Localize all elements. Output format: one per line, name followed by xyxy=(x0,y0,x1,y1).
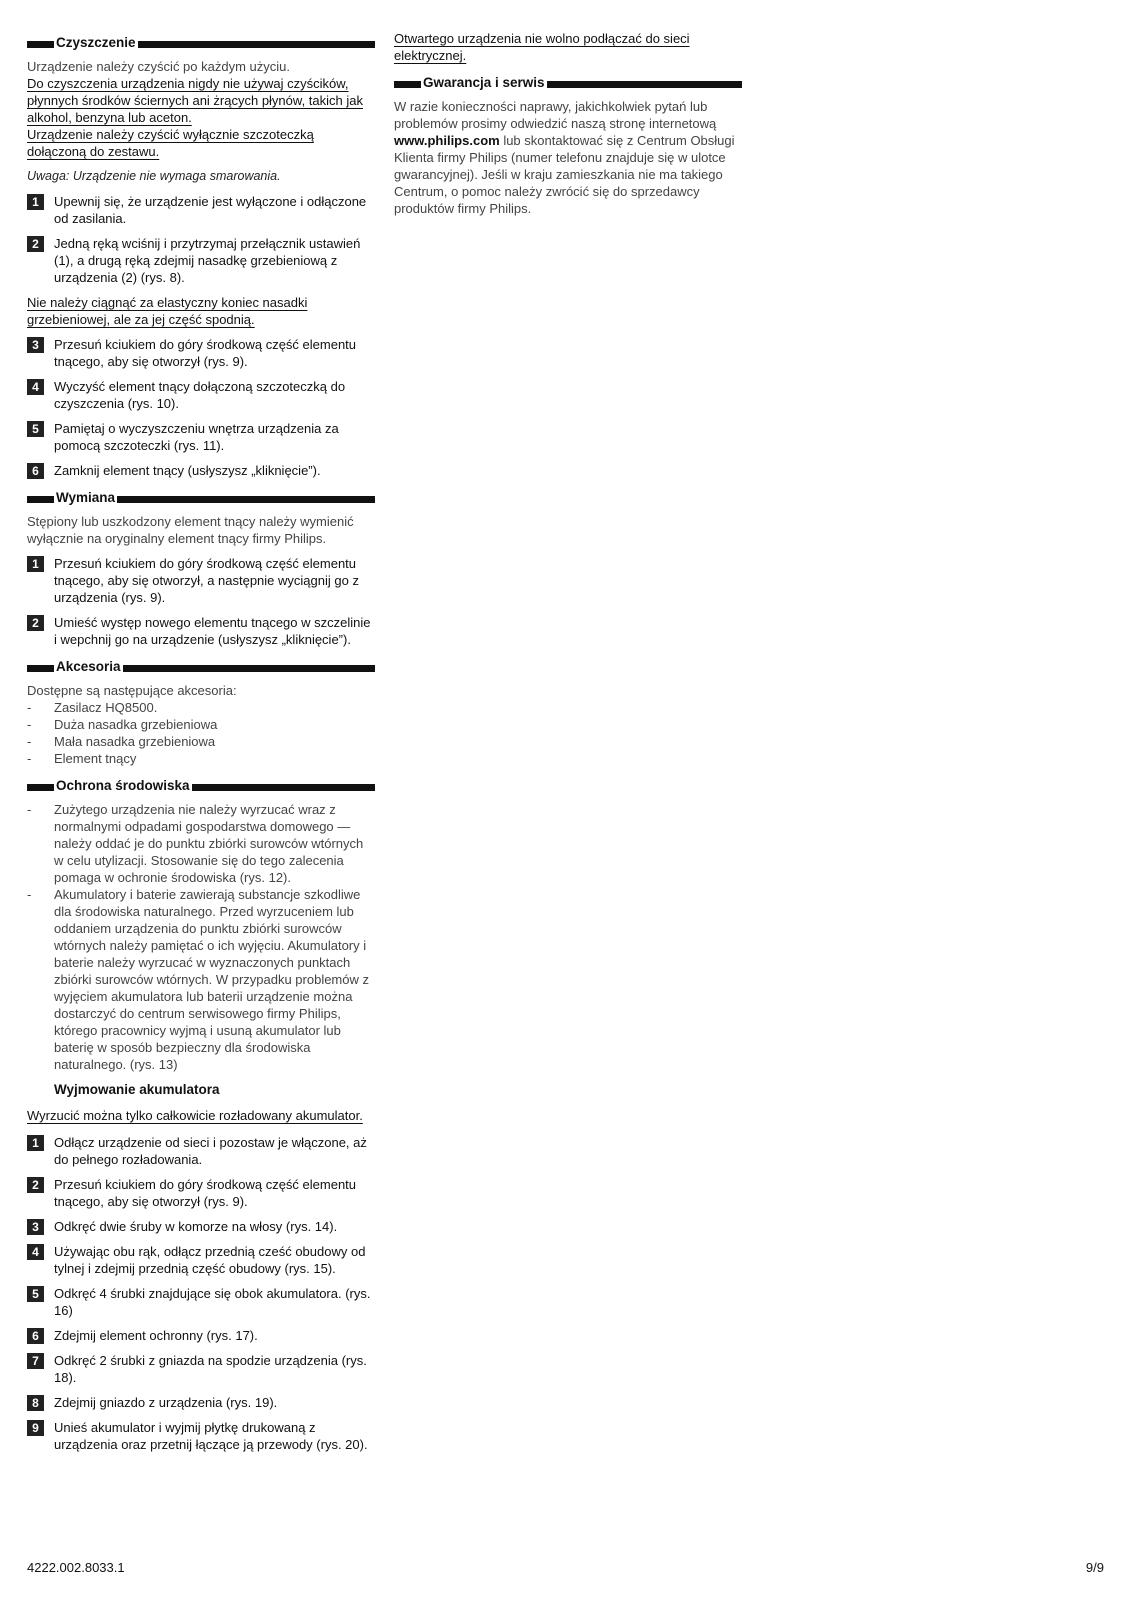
philips-website-link[interactable]: www.philips.com xyxy=(394,133,500,148)
battery-step-1 xyxy=(27,1134,375,1168)
battery-step-8 xyxy=(27,1394,375,1411)
warranty-text-after: lub skontaktować się z Centrum Obsługi Klienta firmy Philips (numer telefonu znajduje się w ulotce gwarancyjnej). Jeśli w kraju zamieszkania nie ma takiego Centrum, o pomoc należy zwrócić się do sprzedawcy produktów firmy Philips. xyxy=(394,133,735,216)
list-dash: - xyxy=(27,751,32,766)
step-text: Przesuń kciukiem do góry środkową część elementu tnącego, aby się otworzył, a następnie wyciągnij go z urządzenia (rys. 9). xyxy=(54,556,359,605)
step-text: Umieść występ nowego elementu tnącego w szczelinie i wepchnij go na urządzenie (usłyszysz „kliknięcie”). xyxy=(54,615,371,647)
section-title: Czyszczenie xyxy=(56,35,136,50)
cleaning-step-5 xyxy=(27,420,375,454)
section-title: Wymiana xyxy=(56,490,116,505)
step-number: 3 xyxy=(27,1219,44,1235)
step-text: Upewnij się, że urządzenie jest wyłączone i odłączone od zasilania. xyxy=(54,194,367,226)
document-code: 4222.002.8033.1 xyxy=(27,1560,125,1575)
step-number: 1 xyxy=(27,1135,44,1151)
step-text: Odkręć 2 śrubki z gniazda na spodzie urządzenia (rys. 18). xyxy=(54,1353,367,1385)
step-number: 6 xyxy=(27,463,44,479)
accessory-text: Duża nasadka grzebieniowa xyxy=(54,717,218,732)
battery-step-7 xyxy=(27,1352,375,1386)
cleaning-caution: Nie należy ciągnąć za elastyczny koniec nasadki grzebieniowej, ale za jej część spodnią. xyxy=(27,295,308,327)
cleaning-step-2 xyxy=(27,235,375,286)
step-text: Pamiętaj o wyczyszczeniu wnętrza urządzenia za pomocą szczoteczki (rys. 11). xyxy=(54,421,339,453)
step-text: Zamknij element tnący (usłyszysz „kliknięcie”). xyxy=(54,463,321,478)
section-title: Ochrona środowiska xyxy=(56,778,190,793)
environment-text: Akumulatory i baterie zawierają substancje szkodliwe dla środowiska naturalnego. Przed wyrzuceniem lub oddaniem urządzenia do punktu zbiórki surowców wtórnych należy pamiętać o ich wyjęciu. Akumulatory i baterie należy wyrzucać w wyznaczonych punktach zbiórki surowców wtórnych. W przypadku problemów z wyjęciem akumulatora lub baterii urządzenie można dostarczyć do centrum serwisowego firmy Philips, którego pracownicy wyjmą i usuną akumulator lub baterię w sposób bezpieczny dla środowiska naturalnego. (rys. 13) xyxy=(54,887,369,1072)
replacement-step-2 xyxy=(27,614,375,648)
step-text: Odkręć dwie śruby w komorze na włosy (rys. 14). xyxy=(54,1219,338,1234)
section-heading-replacement xyxy=(27,489,375,507)
step-number: 7 xyxy=(27,1353,44,1369)
accessory-item xyxy=(27,699,375,716)
cleaning-step-1 xyxy=(27,193,375,227)
battery-step-2 xyxy=(27,1176,375,1210)
replacement-step-1 xyxy=(27,555,375,606)
battery-removal-subheading: Wyjmowanie akumulatora xyxy=(54,1082,220,1097)
cleaning-warning: Do czyszczenia urządzenia nigdy nie używaj czyścików, płynnych środków ściernych ani żrących płynów, takich jak alkohol, benzyna lub aceton. xyxy=(27,76,363,125)
step-number: 9 xyxy=(27,1420,44,1436)
step-text: Używając obu rąk, odłącz przednią cześć obudowy od tylnej i zdejmij przednią część obudowy (rys. 15). xyxy=(54,1244,366,1276)
environment-item xyxy=(27,801,375,886)
battery-step-5 xyxy=(27,1285,375,1319)
battery-step-3 xyxy=(27,1218,375,1235)
step-number: 2 xyxy=(27,236,44,252)
accessory-text: Element tnący xyxy=(54,751,137,766)
cleaning-brush-only: Urządzenie należy czyścić wyłącznie szczoteczką dołączoną do zestawu. xyxy=(27,127,314,159)
page-number: 9/9 xyxy=(1085,1560,1104,1575)
left-column xyxy=(27,30,375,1453)
step-text: Wyczyść element tnący dołączoną szczoteczką do czyszczenia (rys. 10). xyxy=(54,379,346,411)
section-heading-warranty xyxy=(394,74,742,92)
cleaning-step-6 xyxy=(27,462,375,479)
list-dash: - xyxy=(27,734,32,749)
step-number: 1 xyxy=(27,556,44,572)
warranty-text-before: W razie konieczności naprawy, jakichkolwiek pytań lub problemów prosimy odwiedzić naszą stronę internetową xyxy=(394,99,717,131)
step-text: Unieś akumulator i wyjmij płytkę drukowaną z urządzenia oraz przetnij łączące ją przewody (rys. 20). xyxy=(54,1420,368,1452)
cleaning-intro: Urządzenie należy czyścić po każdym użyciu. xyxy=(27,59,290,74)
step-number: 6 xyxy=(27,1328,44,1344)
battery-step-4 xyxy=(27,1243,375,1277)
environment-text: Zużytego urządzenia nie należy wyrzucać wraz z normalnymi odpadami gospodarstwa domowego — należy oddać je do punktu zbiórki surowców wtórnych w celu utylizacji. Stosowanie się do tego zalecenia pomaga w ochronie środowiska (rys. 12). xyxy=(54,802,364,885)
accessory-text: Mała nasadka grzebieniowa xyxy=(54,734,216,749)
section-heading-environment xyxy=(27,777,375,795)
list-dash: - xyxy=(27,700,32,715)
accessory-item xyxy=(27,716,375,733)
section-heading-cleaning xyxy=(27,34,375,52)
environment-item xyxy=(27,886,375,1073)
cleaning-step-4 xyxy=(27,378,375,412)
warranty-text xyxy=(394,98,742,217)
step-text: Jedną ręką wciśnij i przytrzymaj przełącznik ustawień (1), a drugą ręką zdejmij nasadkę grzebieniową z urządzenia (2) (rys. 8). xyxy=(54,236,361,285)
accessory-item xyxy=(27,733,375,750)
right-column xyxy=(394,30,742,217)
step-number: 4 xyxy=(27,1244,44,1260)
open-device-caution: Otwartego urządzenia nie wolno podłączać do sieci elektrycznej. xyxy=(394,31,690,63)
cleaning-note: Uwaga: Urządzenie nie wymaga smarowania. xyxy=(27,169,281,183)
step-text: Odkręć 4 śrubki znajdujące się obok akumulatora. (rys. 16) xyxy=(54,1286,371,1318)
battery-step-6 xyxy=(27,1327,375,1344)
list-dash: - xyxy=(27,887,32,902)
step-number: 1 xyxy=(27,194,44,210)
section-heading-accessories xyxy=(27,658,375,676)
step-number: 8 xyxy=(27,1395,44,1411)
step-text: Zdejmij gniazdo z urządzenia (rys. 19). xyxy=(54,1395,278,1410)
step-text: Zdejmij element ochronny (rys. 17). xyxy=(54,1328,258,1343)
step-number: 5 xyxy=(27,421,44,437)
step-number: 2 xyxy=(27,615,44,631)
step-text: Przesuń kciukiem do góry środkową część elementu tnącego, aby się otworzył (rys. 9). xyxy=(54,1177,357,1209)
list-dash: - xyxy=(27,802,32,817)
section-title: Gwarancja i serwis xyxy=(423,75,545,90)
accessory-text: Zasilacz HQ8500. xyxy=(54,700,158,715)
step-number: 4 xyxy=(27,379,44,395)
cleaning-step-3 xyxy=(27,336,375,370)
step-text: Przesuń kciukiem do góry środkową część elementu tnącego, aby się otworzył (rys. 9). xyxy=(54,337,357,369)
replacement-intro: Stępiony lub uszkodzony element tnący należy wymienić wyłącznie na oryginalny element tnący firmy Philips. xyxy=(27,514,354,546)
step-text: Odłącz urządzenie od sieci i pozostaw je włączone, aż do pełnego rozładowania. xyxy=(54,1135,367,1167)
step-number: 2 xyxy=(27,1177,44,1193)
battery-step-9 xyxy=(27,1419,375,1453)
list-dash: - xyxy=(27,717,32,732)
battery-caution: Wyrzucić można tylko całkowicie rozładowany akumulator. xyxy=(27,1108,363,1123)
accessories-intro: Dostępne są następujące akcesoria: xyxy=(27,683,237,698)
step-number: 3 xyxy=(27,337,44,353)
accessory-item xyxy=(27,750,375,767)
section-title: Akcesoria xyxy=(56,659,121,674)
step-number: 5 xyxy=(27,1286,44,1302)
